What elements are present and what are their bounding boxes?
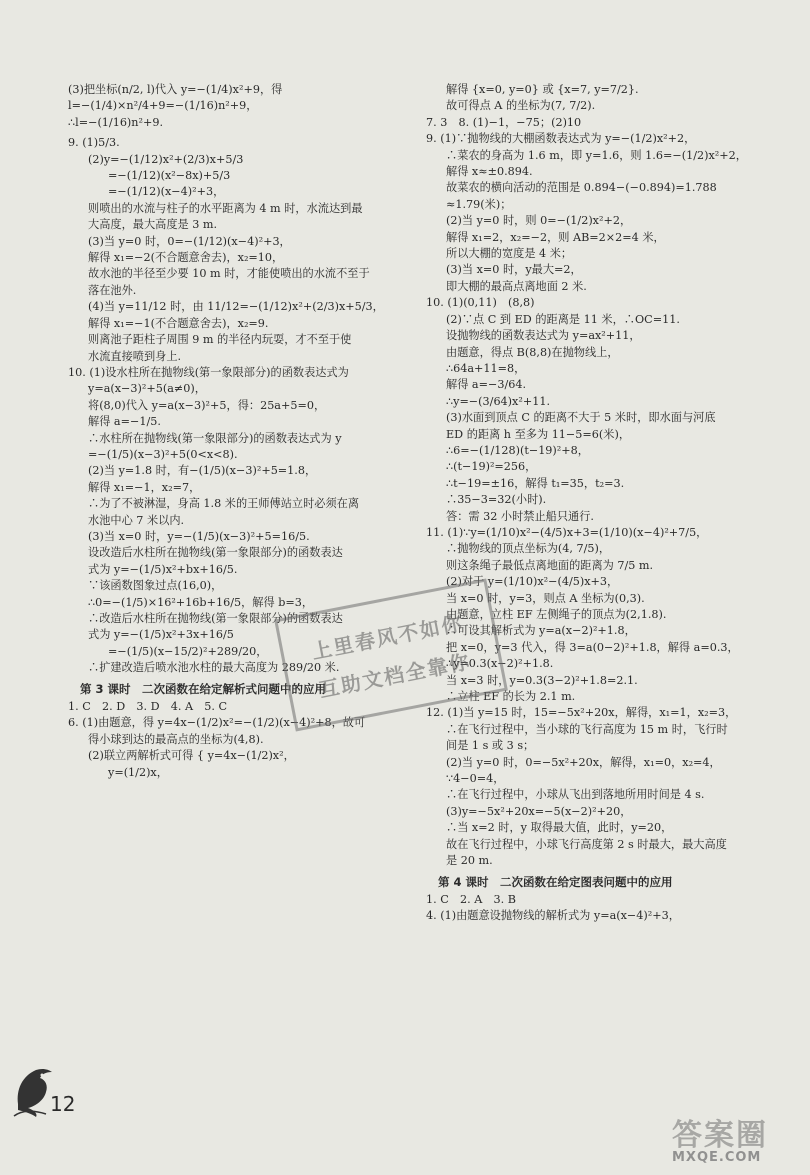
answer-line: (3)y=−5x²+20x=−5(x−2)²+20， [446, 804, 632, 818]
answer-line: (4)当 y=11/12 时，由 11/12=−(1/12)x²+(2/3)x+5/3， [88, 300, 384, 314]
answer-line: ∴可设其解析式为 y=a(x−2)²+1.8， [446, 624, 636, 638]
answer-line: 由题意，立柱 EF 左侧绳子的顶点为(2,1.8). [446, 608, 667, 621]
section-heading: 第 3 课时 二次函数在给定解析式问题中的应用 [80, 681, 327, 696]
answer-line: y=a(x−3)²+5(a≠0)， [88, 382, 206, 396]
answer-line: ∴l=−(1/16)n²+9. [68, 115, 164, 129]
answer-line: ∵4−0=4， [446, 772, 505, 786]
answer-line: ∴6=−(1/128)(t−19)²+8， [446, 443, 589, 457]
answer-line: 6. (1)由题意，得 y=4x−(1/2)x²=−(1/2)(x−4)²+8，故可 [68, 716, 366, 730]
answer-line: 10. (1)设水柱所在抛物线(第一象限部分)的函数表达式为 [68, 365, 349, 379]
answer-line: 间是 1 s 或 3 s； [446, 739, 535, 753]
answer-line: 解得 a=−3/64. [446, 378, 527, 392]
answer-line: 答：需 32 小时禁止船只通行. [446, 509, 594, 523]
answer-line: 大高度，最大高度是 3 m. [88, 218, 218, 232]
answer-line: 1. C 2. A 3. B [426, 892, 516, 906]
stamp-line-1: 上里春风不如你 [309, 610, 466, 664]
answer-line: 将(8,0)代入 y=a(x−3)²+5，得：25a+5=0， [88, 398, 326, 412]
answer-line: 水流直接喷到身上. [88, 349, 182, 363]
answer-line: ∴扩建改造后喷水池水柱的最大高度为 289/20 米. [88, 661, 340, 675]
answer-line: (2)∵点 C 到 ED 的距离是 11 米，∴OC=11. [446, 312, 680, 326]
answer-line: 解得 x₁=−1(不合题意舍去)，x₂=9. [88, 316, 269, 330]
answer-line: =−(1/5)(x−3)²+5(0<x<8). [88, 447, 238, 461]
answer-line: 式为 y=−(1/5)x²+bx+16/5. [88, 562, 238, 576]
answer-line: ∴抛物线的顶点坐标为(4, 7/5)， [446, 542, 611, 556]
answer-line: ∴在飞行过程中，当小球的飞行高度为 15 m 时，飞行时 [446, 722, 728, 736]
answer-line: ∴t−19=±16，解得 t₁=35，t₂=3. [446, 476, 625, 490]
page-number: 12 [50, 1092, 76, 1116]
answer-line: 得小球到达的最高点的坐标为(4,8). [88, 732, 264, 746]
answer-line: 10. (1)(0,11) (8,8) [426, 296, 535, 310]
answer-line: 4. (1)由题意设抛物线的解析式为 y=a(x−4)²+3， [426, 909, 680, 923]
answer-line: ∴0=−(1/5)×16²+16b+16/5，解得 b=3， [88, 595, 314, 609]
answer-line: ∴(t−19)²=256， [446, 460, 537, 474]
answer-line: =−(1/12)(x−4)²+3， [108, 185, 225, 199]
answer-line: ∴y=−(3/64)x²+11. [446, 394, 550, 408]
answer-line: 所以大棚的宽度是 4 米； [446, 247, 573, 261]
answer-line: 9. (1)∵抛物线的大棚函数表达式为 y=−(1/2)x²+2， [426, 132, 696, 146]
answer-line: (2)对于 y=(1/10)x²−(4/5)x+3， [446, 575, 619, 589]
answer-line: 解得 x₁=2，x₂=−2，则 AB=2×2=4 米， [446, 230, 665, 244]
answer-line: 设抛物线的函数表达式为 y=ax²+11， [446, 329, 641, 343]
answer-line: ∴水柱所在抛物线(第一象限部分)的函数表达式为 y [88, 431, 342, 445]
answer-line: ≈1.79(米)； [446, 197, 512, 211]
site-watermark [672, 1110, 804, 1170]
answer-line: ∴菜农的身高为 1.6 m，即 y=1.6，则 1.6=−(1/2)x²+2， [446, 148, 747, 162]
right-column [426, 82, 786, 925]
answer-line: 即大棚的最高点离地面 2 米. [446, 279, 587, 293]
answer-line: 落在池外. [88, 283, 137, 297]
answer-line: (3)水面到顶点 C 的距离不大于 5 米时，即水面与河底 [446, 411, 716, 425]
answer-line: 把 x=0，y=3 代入，得 3=a(0−2)²+1.8，解得 a=0.3， [446, 640, 739, 654]
answer-line: 设改造后水柱所在抛物线(第一象限部分)的函数表达 [88, 546, 343, 560]
answer-line: 是 20 m. [446, 854, 493, 868]
answer-line: (3)把坐标(n/2, l)代入 y=−(1/4)x²+9，得 [68, 83, 283, 96]
answer-line: 当 x=0 时，y=3，则点 A 坐标为(0,3). [446, 591, 645, 605]
answer-line: ∴改造后水柱所在抛物线(第一象限部分)的函数表达 [88, 612, 343, 625]
answer-line: (2)当 y=0 时，则 0=−(1/2)x²+2， [446, 214, 632, 228]
answer-line: (2)y=−(1/12)x²+(2/3)x+5/3 [88, 152, 244, 166]
answer-line: 则离池子距柱子周围 9 m 的半径内玩耍，才不至于使 [88, 333, 352, 347]
answer-line: ∴35−3=32(小时). [446, 493, 547, 507]
answer-line: 由题意，得点 B(8,8)在抛物线上， [446, 345, 619, 359]
answer-line: 故菜农的横向活动的范围是 0.894−(−0.894)=1.788 [446, 181, 717, 195]
answer-line: =−(1/5)(x−15/2)²+289/20， [108, 644, 268, 658]
answer-line: 解得 x₁=−2(不合题意舍去)，x₂=10， [88, 251, 284, 265]
answer-line: ∴64a+11=8， [446, 361, 526, 375]
answer-line: 解得 a=−1/5. [88, 415, 161, 429]
answer-line: 故可得点 A 的坐标为(7, 7/2). [446, 99, 596, 113]
answer-line: 式为 y=−(1/5)x²+3x+16/5 [88, 628, 234, 642]
answer-line: 则喷出的水流与柱子的水平距离为 4 m 时，水流达到最 [88, 201, 363, 215]
answer-line: y=(1/2)x， [108, 765, 168, 779]
answer-line: 故水池的半径至少要 10 m 时，才能使喷出的水流不至于 [88, 267, 370, 281]
answer-line: 则这条绳子最低点离地面的距离为 7/5 m. [446, 558, 654, 572]
watermark-url: MXQE.COM [672, 1150, 762, 1165]
answer-line: 7. 3 8. (1)−1，−75；(2)10 [426, 115, 582, 129]
answer-line: ∴在飞行过程中，小球从飞出到落地所用时间是 4 s. [446, 788, 705, 802]
answer-line: 1. C 2. D 3. D 4. A 5. C [68, 700, 228, 714]
answer-line: =−(1/12)(x²−8x)+5/3 [108, 169, 231, 183]
answer-line: 解得 x≈±0.894. [446, 165, 533, 179]
answer-line: 11. (1)∵y=(1/10)x²−(4/5)x+3=(1/10)(x−4)²+7/5， [426, 525, 708, 539]
stamp-line-2: 互助文档全靠你 [317, 649, 473, 703]
answer-line: 解得 x₁=−1，x₂=7， [88, 480, 201, 494]
answer-line: l=−(1/4)×n²/4+9=−(1/16)n²+9， [68, 99, 258, 113]
watermark-title: 答案圈 [672, 1118, 768, 1153]
answer-line: ∴当 x=2 时，y 取得最大值，此时，y=20， [446, 821, 673, 835]
answer-line: 故在飞行过程中，小球飞行高度第 2 s 时最大，最大高度 [446, 837, 727, 851]
answer-line: (2)联立两解析式可得 { y=4x−(1/2)x²， [88, 749, 295, 763]
answer-line: ED 的距离 h 至多为 11−5=6(米)， [446, 427, 631, 441]
answer-line: 当 x=3 时，y=0.3(3−2)²+1.8=2.1. [446, 673, 638, 687]
section-heading: 第 4 课时 二次函数在给定图表问题中的应用 [438, 874, 673, 889]
answer-line: 12. (1)当 y=15 时，15=−5x²+20x，解得，x₁=1，x₂=3， [426, 706, 737, 720]
answer-line: ∴为了不被淋湿，身高 1.8 米的王师傅站立时必须在离 [88, 497, 360, 511]
answer-line: (3)当 x=0 时，y最大=2， [446, 263, 582, 277]
answer-line: (2)当 y=0 时，0=−5x²+20x，解得，x₁=0，x₂=4， [446, 755, 721, 769]
answer-line: ∵该函数图象过点(16,0)， [88, 579, 223, 593]
answer-line: ∴y=0.3(x−2)²+1.8. [446, 657, 554, 671]
answer-line: 解得 {x=0, y=0} 或 {x=7, y=7/2}. [446, 83, 639, 96]
answer-line: (3)当 y=0 时，0=−(1/12)(x−4)²+3， [88, 234, 291, 248]
answer-line: 水池中心 7 米以内. [88, 513, 185, 527]
answer-line: ∴立柱 EF 的长为 2.1 m. [446, 690, 576, 704]
answer-line: (2)当 y=1.8 时，有−(1/5)(x−3)²+5=1.8， [88, 464, 317, 478]
answer-line: (3)当 x=0 时，y=−(1/5)(x−3)²+5=16/5. [88, 529, 310, 543]
answer-line: 9. (1)5/3. [68, 136, 120, 150]
